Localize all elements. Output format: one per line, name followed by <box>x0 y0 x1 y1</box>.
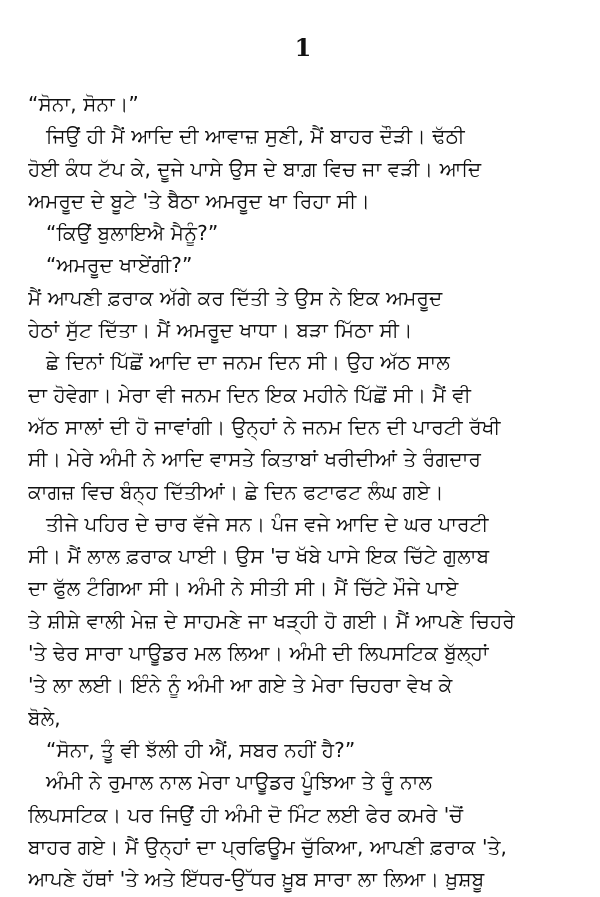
text-line: ਆਪਣੇ ਹੱਥਾਂ 'ਤੇ ਅਤੇ ਇੱਧਰ-ਉੱਧਰ ਖ਼ੂਬ ਸਾਰਾ ਲਾ ਲਿਆ। ਖ਼ੁਸ਼ਬੂ <box>28 867 485 892</box>
text-line: “ਸੋਨਾ, ਸੋਨਾ।” <box>28 92 139 116</box>
text-line: ਹੋਈ ਕੰਧ ਟੱਪ ਕੇ, ਦੂਜੇ ਪਾਸੇ ਉਸ ਦੇ ਬਾਗ਼ ਵਿਚ ਜਾ ਵੜੀ। ਆਦਿ <box>28 156 482 181</box>
text-line: ਹੇਠਾਂ ਸੁੱਟ ਦਿੱਤਾ। ਮੈਂ ਅਮਰੂਦ ਖਾਧਾ। ਬੜਾ ਮਿੱਠਾ ਸੀ। <box>28 318 413 343</box>
text-line: ਅਮਰੂਦ ਦੇ ਬੂਟੇ 'ਤੇ ਬੈਠਾ ਅਮਰੂਦ ਖਾ ਰਿਹਾ ਸੀ। <box>28 188 370 213</box>
page-text <box>28 88 578 895</box>
text-line: ਦਾ ਹੋਵੇਗਾ। ਮੇਰਾ ਵੀ ਜਨਮ ਦਿਨ ਇਕ ਮਹੀਨੇ ਪਿੱਛੋਂ ਸੀ। ਮੈਂ ਵੀ <box>28 382 471 407</box>
text-line: ਅੰਮੀ ਨੇ ਰੁਮਾਲ ਨਾਲ ਮੇਰਾ ਪਾਊਡਰ ਪੂੰਝਿਆ ਤੇ ਰੂੰ ਨਾਲ <box>46 770 433 795</box>
text-line: “ਅਮਰੂਦ ਖਾਏਂਗੀ?” <box>46 253 193 278</box>
text-line: ਛੇ ਦਿਨਾਂ ਪਿੱਛੋਂ ਆਦਿ ਦਾ ਜਨਮ ਦਿਨ ਸੀ। ਉਹ ਅੱਠ ਸਾਲ <box>46 350 450 375</box>
text-line: 'ਤੇ ਢੇਰ ਸਾਰਾ ਪਾਊਡਰ ਮਲ ਲਿਆ। ਅੰਮੀ ਦੀ ਲਿਪਸਟਿਕ ਬੁੱਲ੍ਹਾਂ <box>28 641 489 666</box>
text-line: ਜਿਉਂ ਹੀ ਮੈਂ ਆਦਿ ਦੀ ਆਵਾਜ਼ ਸੁਣੀ, ਮੈਂ ਬਾਹਰ ਦੌੜੀ। ਢੱਠੀ <box>46 124 465 149</box>
text-line: “ਸੋਨਾ, ਤੂੰ ਵੀ ਝੱਲੀ ਹੀ ਐਂ, ਸਬਰ ਨਹੀਂ ਹੈ?” <box>46 737 356 762</box>
text-line: ਸੀ। ਮੇਰੇ ਅੰਮੀ ਨੇ ਆਦਿ ਵਾਸਤੇ ਕਿਤਾਬਾਂ ਖਰੀਦੀਆਂ ਤੇ ਰੰਗਦਾਰ <box>28 447 481 472</box>
text-line: ਕਾਗਜ਼ ਵਿਚ ਬੰਨ੍ਹ ਦਿੱਤੀਆਂ। ਛੇ ਦਿਨ ਫਟਾਫਟ ਲੰਘ ਗਏ। <box>28 479 444 504</box>
text-line: ਬੋਲੇ, <box>28 705 61 730</box>
text-line: ਸੀ। ਮੈਂ ਲਾਲ ਫ਼ਰਾਕ ਪਾਈ। ਉਸ 'ਚ ਖੱਬੇ ਪਾਸੇ ਇਕ ਚਿੱਟੇ ਗੁਲਾਬ <box>28 544 490 569</box>
text-line: ਅੱਠ ਸਾਲਾਂ ਦੀ ਹੋ ਜਾਵਾਂਗੀ। ਉਨ੍ਹਾਂ ਨੇ ਜਨਮ ਦਿਨ ਦੀ ਪਾਰਟੀ ਰੱਖੀ <box>28 414 501 439</box>
text-line: ਤੀਜੇ ਪਹਿਰ ਦੇ ਚਾਰ ਵੱਜੇ ਸਨ। ਪੰਜ ਵਜੇ ਆਦਿ ਦੇ ਘਰ ਪਾਰਟੀ <box>46 511 489 536</box>
text-line: ਦਾ ਫੁੱਲ ਟੰਗਿਆ ਸੀ। ਅੰਮੀ ਨੇ ਸੀਤੀ ਸੀ। ਮੈਂ ਚਿੱਟੇ ਮੌਜੇ ਪਾਏ <box>28 576 459 601</box>
text-line: ਤੇ ਸ਼ੀਸ਼ੇ ਵਾਲੀ ਮੇਜ਼ ਦੇ ਸਾਹਮਣੇ ਜਾ ਖੜ੍ਹੀ ਹੋ ਗਈ। ਮੈਂ ਆਪਣੇ ਚਿਹਰੇ <box>28 608 515 633</box>
text-line: ਬਾਹਰ ਗਏ। ਮੈਂ ਉਨ੍ਹਾਂ ਦਾ ਪ੍ਰਫਿਊਮ ਚੁੱਕਿਆ, ਆਪਣੀ ਫ਼ਰਾਕ 'ਤੇ, <box>28 834 507 859</box>
page-number: 1 <box>294 33 312 62</box>
text-line: ਲਿਪਸਟਿਕ। ਪਰ ਜਿਉਂ ਹੀ ਅੰਮੀ ਦੋ ਮਿੰਟ ਲਈ ਫੇਰ ਕਮਰੇ 'ਚੋਂ <box>28 802 463 827</box>
text-line: ਮੈਂ ਆਪਣੀ ਫ਼ਰਾਕ ਅੱਗੇ ਕਰ ਦਿੱਤੀ ਤੇ ਉਸ ਨੇ ਇਕ ਅਮਰੂਦ <box>28 285 443 310</box>
text-line: “ਕਿਉਂ ਬੁਲਾਇਐ ਮੈਨੂੰ?” <box>46 221 219 246</box>
text-line: 'ਤੇ ਲਾ ਲਈ। ਇੰਨੇ ਨੂੰ ਅੰਮੀ ਆ ਗਏ ਤੇ ਮੇਰਾ ਚਿਹਰਾ ਵੇਖ ਕੇ <box>28 673 453 698</box>
